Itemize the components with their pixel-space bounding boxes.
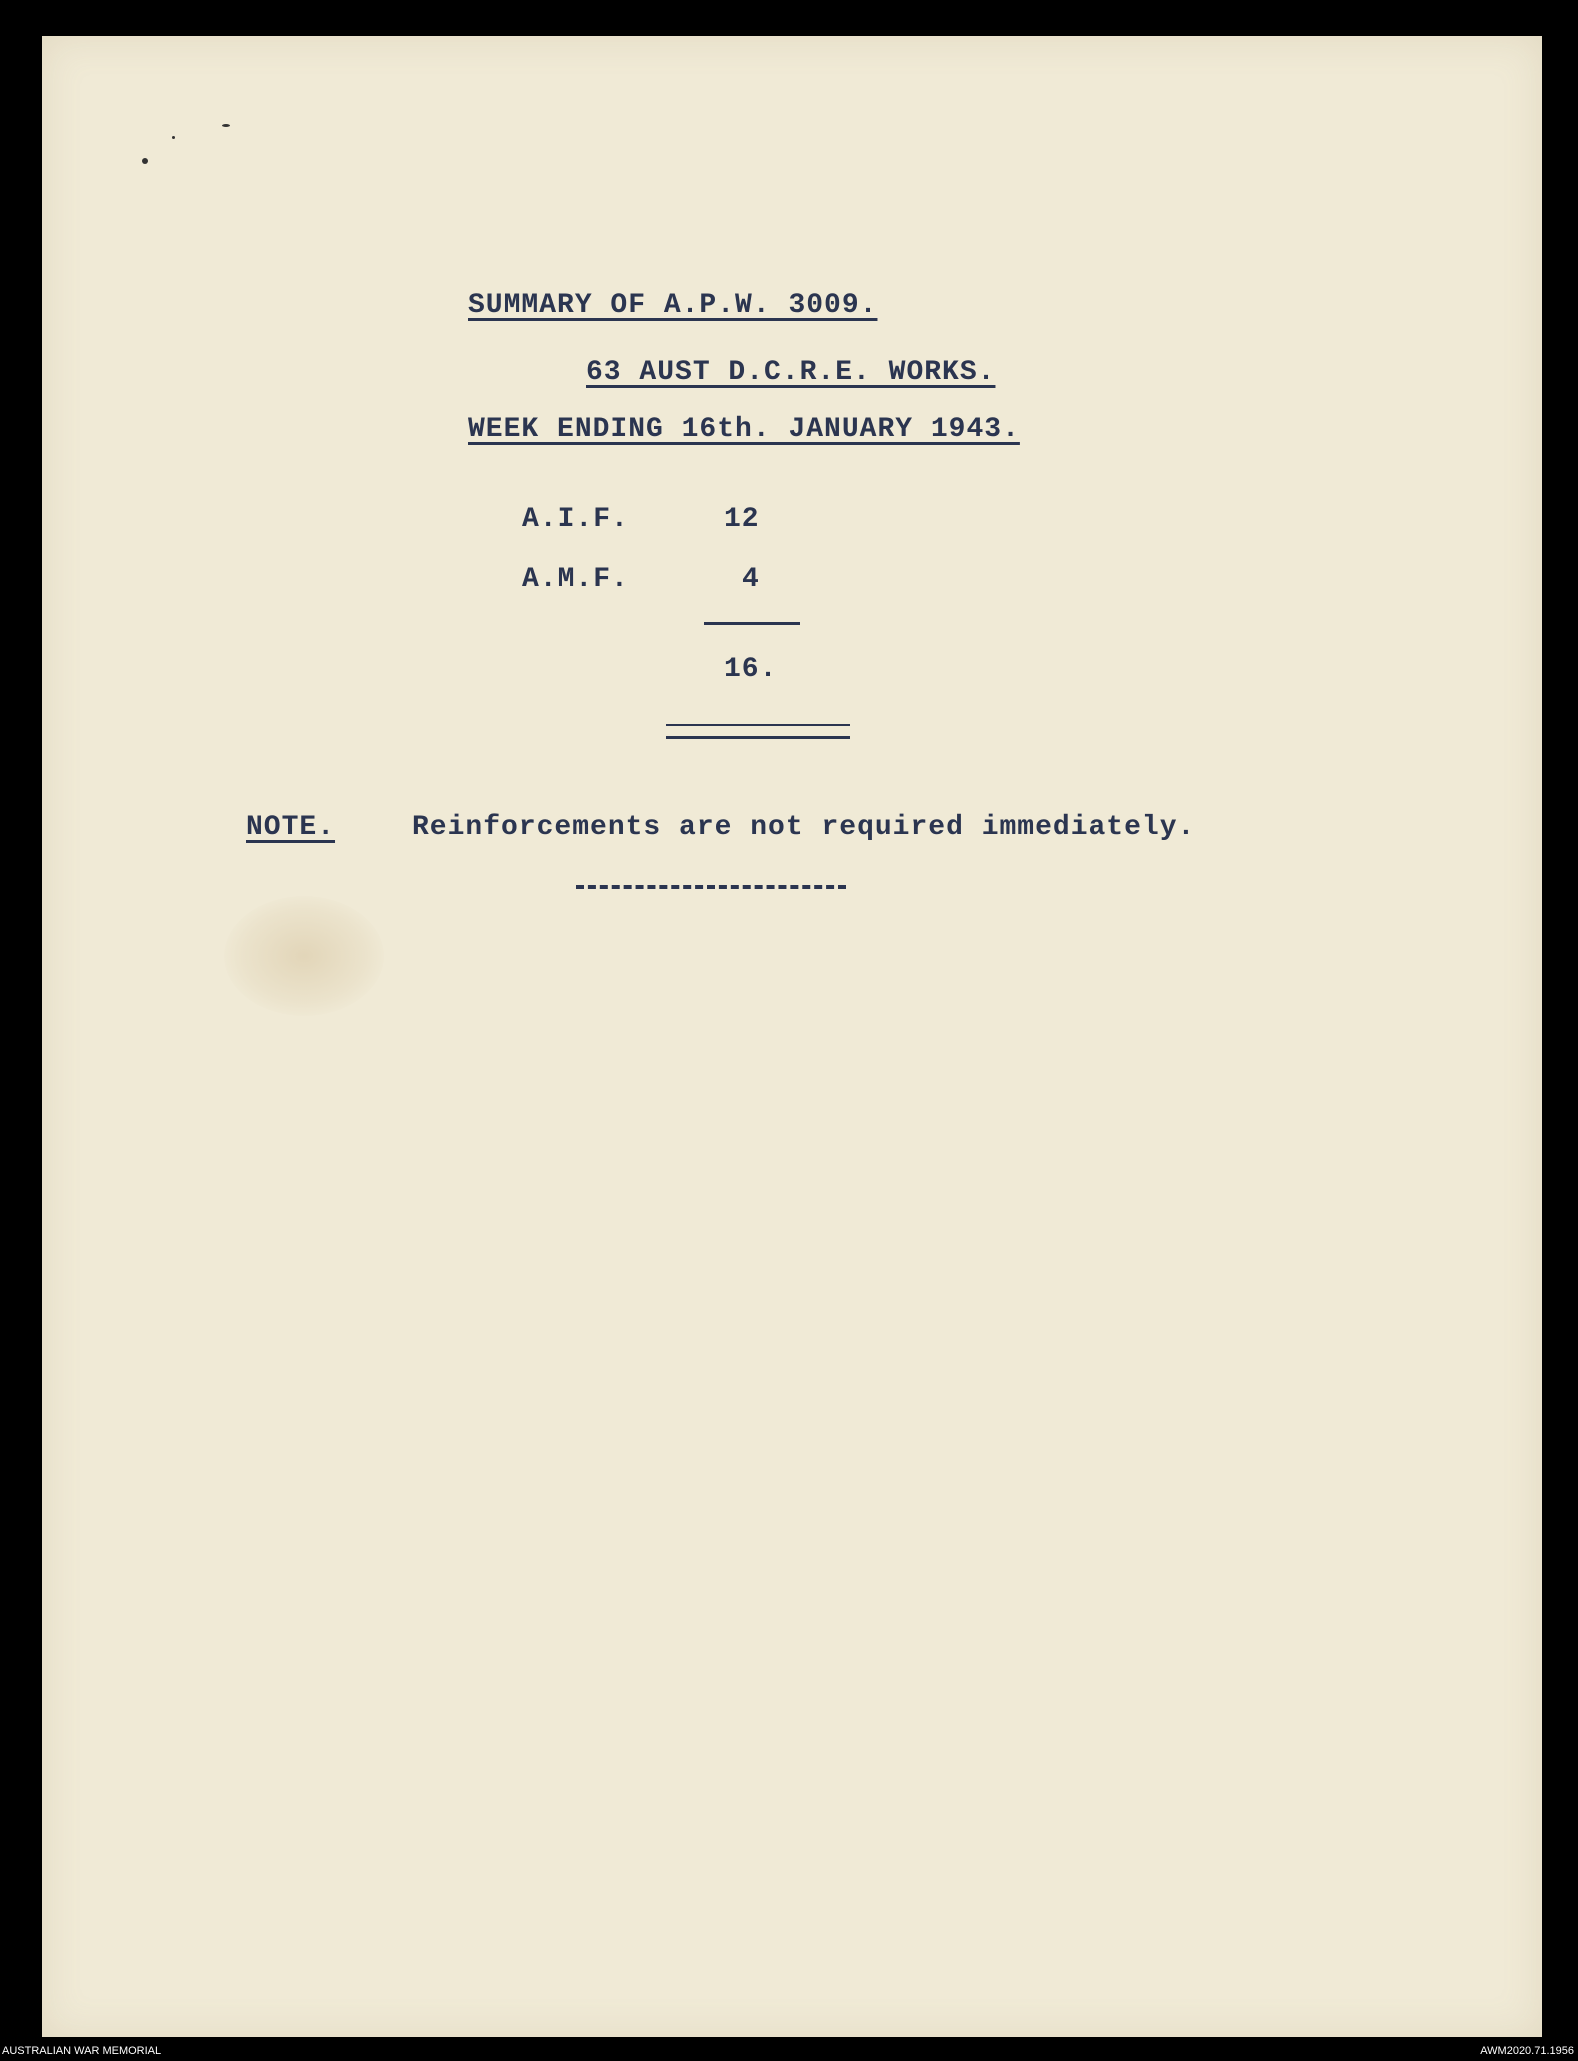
- row-label-aif: A.I.F.: [522, 504, 629, 535]
- footer-left: AUSTRALIAN WAR MEMORIAL: [2, 2045, 162, 2057]
- closing-dashed-line: [576, 885, 846, 889]
- paper-speck: [222, 124, 230, 127]
- paper-speck: [172, 136, 175, 139]
- total-double-rule: [666, 724, 850, 726]
- sum-rule: [704, 622, 800, 625]
- title-line-2: 63 AUST D.C.R.E. WORKS.: [586, 357, 996, 388]
- total-value: 16.: [724, 654, 778, 685]
- row-value-aif: 12: [724, 504, 760, 535]
- footer-right: AWM2020.71.1956: [1480, 2045, 1574, 2057]
- row-label-amf: A.M.F.: [522, 564, 629, 595]
- paper-speck: [142, 158, 148, 164]
- note-text: Reinforcements are not required immediately.: [412, 812, 1196, 843]
- row-value-amf: 4: [742, 564, 760, 595]
- note-label: NOTE.: [246, 812, 336, 843]
- title-line-1: SUMMARY OF A.P.W. 3009.: [468, 290, 878, 321]
- document-page: [42, 36, 1542, 2037]
- paper-stain: [224, 896, 384, 1016]
- title-line-3: WEEK ENDING 16th. JANUARY 1943.: [468, 414, 1020, 445]
- total-double-rule: [666, 736, 850, 739]
